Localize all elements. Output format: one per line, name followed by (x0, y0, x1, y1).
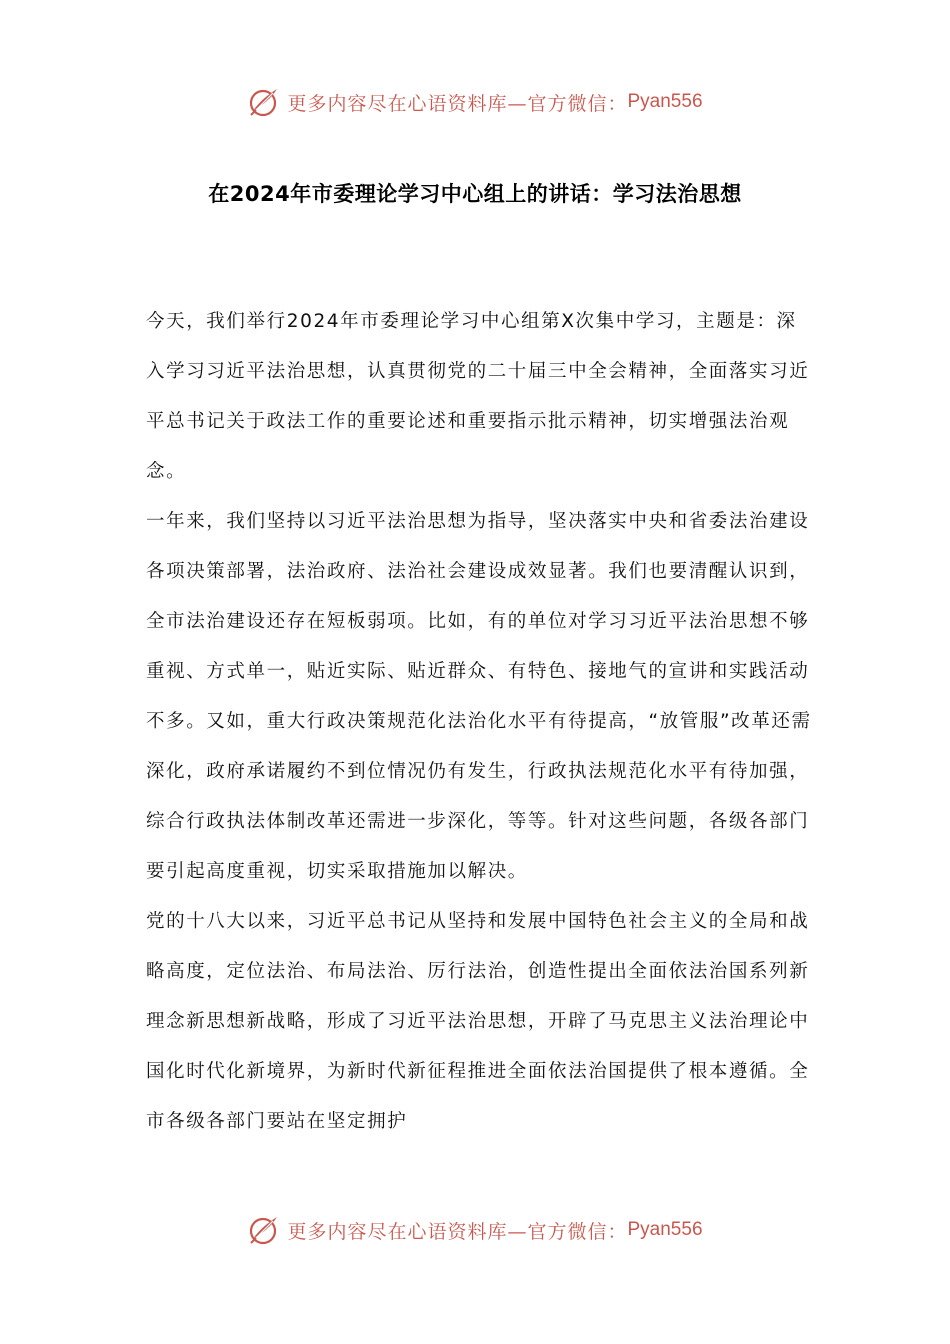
paragraph-1: 今天，我们举行2024年市委理论学习中心组第X次集中学习，主题是：深入学习习近平法治思想，认真贯彻党的二十届三中全会精神，全面落实习近平总书记关于政法工作的重要论述和重要指示批示精神，切实增强法治观念。 (146, 311, 810, 482)
paragraph-2: 一年来，我们坚持以习近平法治思想为指导，坚决落实中央和省委法治建设各项决策部署，法治政府、法治社会建设成效显著。我们也要清醒认识到，全市法治建设还存在短板弱项。比如，有的单位对学习习近平法治思想不够重视、方式单一，贴近实际、贴近群众、有特色、接地气的宣讲和实践活动不多。又如，重大行政决策规范化法治化水平有待提高，“放管服”改革还需深化，政府承诺履约不到位情况仍有发生，行政执法规范化水平有待加强，综合行政执法体制改革还需进一步深化，等等。针对这些问题，各级各部门要引起高度重视，切实采取措施加以解决。 (146, 511, 812, 882)
quill-logo-icon (247, 85, 281, 119)
header-banner-text: 更多内容尽在心语资料库—官方微信： (287, 92, 628, 115)
paragraph-3: 党的十八大以来，习近平总书记从坚持和发展中国特色社会主义的全局和战略高度，定位法治、布局法治、厉行法治，创造性提出全面依法治国系列新理念新思想新战略，形成了习近平法治思想，开辟了马克思主义法治理论中国化时代化新境界，为新时代新征程推进全面依法治国提供了根本遵循。全市各级各部门要站在坚定拥护 (146, 911, 810, 1132)
footer-wechat-id: Pyan556 (627, 1219, 703, 1240)
document-title: 在2024年市委理论学习中心组上的讲话：学习法治思想 (208, 182, 742, 206)
header-banner (0, 82, 950, 122)
quill-logo-icon (247, 1213, 281, 1247)
header-wechat-id: Pyan556 (627, 91, 703, 112)
footer-banner (0, 1210, 950, 1250)
footer-banner-text: 更多内容尽在心语资料库—官方微信： (287, 1220, 628, 1243)
document-body (146, 297, 814, 1147)
